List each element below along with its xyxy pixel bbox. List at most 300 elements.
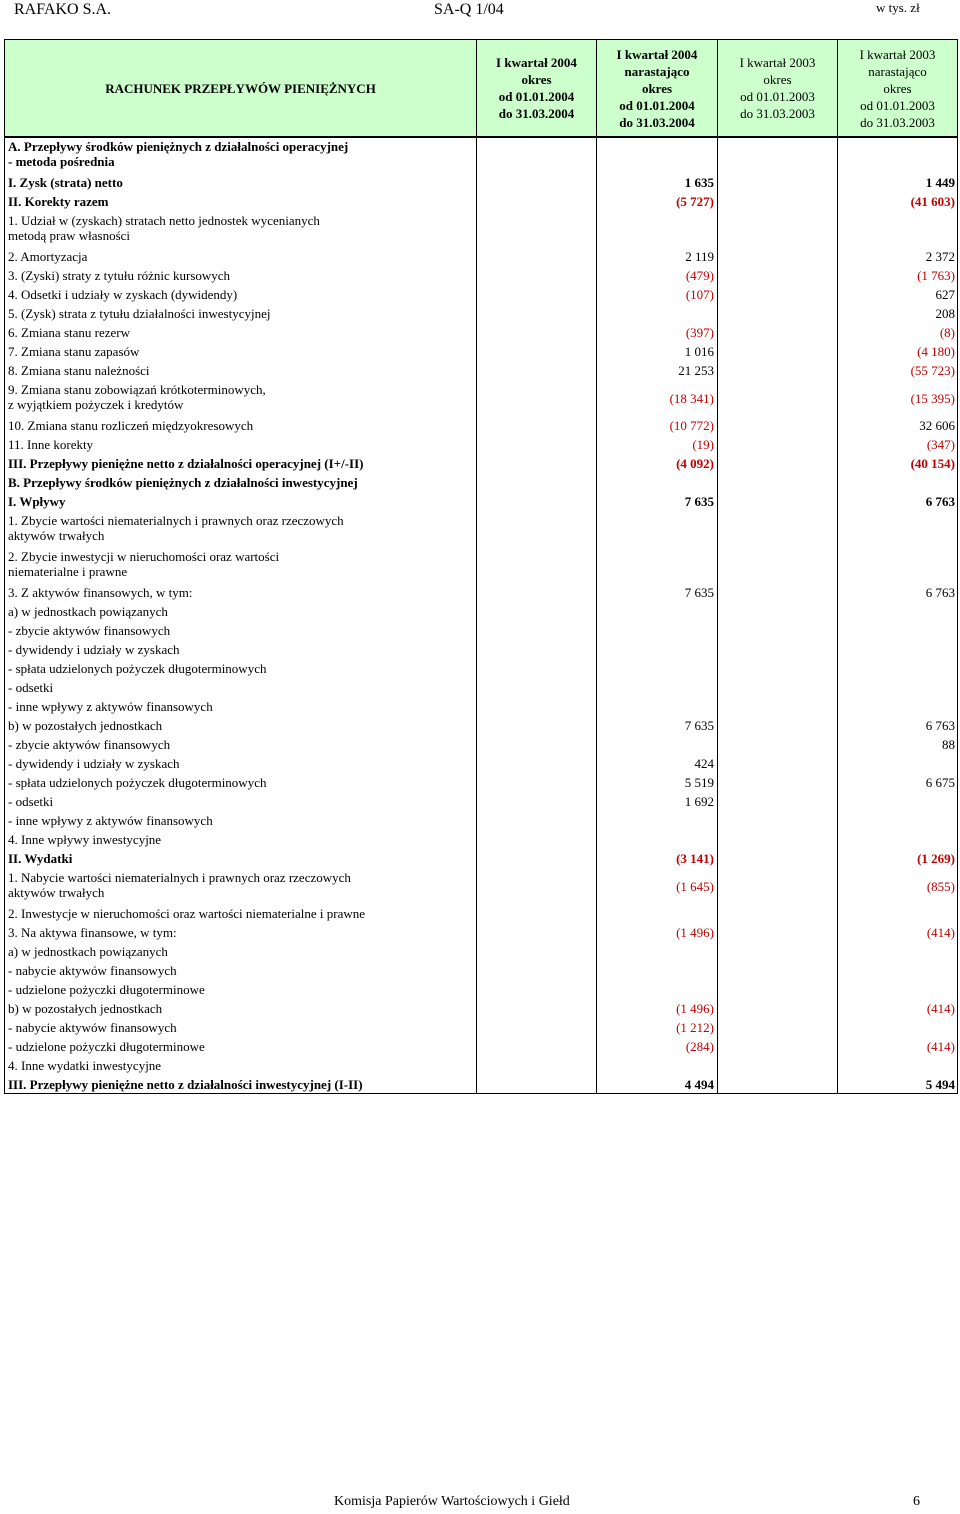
value-cell-c1 (476, 211, 596, 247)
value-cell-c3 (717, 492, 837, 511)
value-cell-c4 (837, 137, 958, 173)
table-row (4, 547, 958, 583)
value-cell-c2 (596, 942, 717, 961)
table-row (4, 849, 958, 868)
table-row (4, 492, 958, 511)
value-cell-c3 (717, 961, 837, 980)
value-cell-c3 (717, 173, 837, 192)
value-cell-c2: (4 092) (676, 456, 714, 471)
col-header-line: do 31.03.2004 (619, 114, 695, 130)
value-cell-c3 (717, 416, 837, 435)
value-cell-c2: 1 016 (684, 344, 714, 359)
value-cell-c1 (476, 999, 596, 1018)
value-cell-c4 (837, 830, 958, 849)
value-cell-c1 (476, 380, 596, 416)
value-cell-c4 (837, 904, 958, 923)
row-label: a) w jednostkach powiązanych (8, 604, 168, 619)
value-cell-c4: (855) (926, 878, 955, 894)
value-cell-c3 (717, 868, 837, 904)
value-cell-c4: (40 154) (910, 456, 955, 471)
row-label: I. Wpływy (8, 494, 66, 509)
value-cell-c4 (837, 640, 958, 659)
value-cell-c1 (476, 416, 596, 435)
value-cell-c2 (596, 659, 717, 678)
col-header-line: okres (521, 72, 552, 87)
row-label: b) w pozostałych jednostkach (8, 718, 163, 733)
row-label: - nabycie aktywów finansowych (8, 963, 177, 978)
value-cell-c3 (717, 435, 837, 454)
table-row (4, 361, 958, 380)
value-cell-c2 (596, 511, 717, 547)
value-cell-c4 (837, 1056, 958, 1075)
value-cell-c3 (717, 830, 837, 849)
row-label: 2. Zbycie inwestycji w nieruchomości oraz wartości niematerialne i prawne (8, 549, 280, 579)
row-label: - odsetki (8, 680, 54, 695)
value-cell-c3 (717, 999, 837, 1018)
row-label: I. Zysk (strata) netto (8, 175, 123, 190)
value-cell-c4 (837, 697, 958, 716)
row-label: 11. Inne korekty (8, 437, 94, 452)
value-cell-c4: 6 763 (925, 718, 955, 733)
value-cell-c2: 1 635 (684, 175, 714, 190)
value-cell-c4: (41 603) (910, 194, 955, 209)
table-row (4, 980, 958, 999)
row-label: 1. Nabycie wartości niematerialnych i prawnych oraz rzeczowych aktywów trwałych (8, 870, 351, 900)
col-header-line: I kwartał 2004 (616, 46, 698, 62)
value-cell-c3 (717, 1075, 837, 1094)
value-cell-c3 (717, 942, 837, 961)
value-cell-c3 (717, 792, 837, 811)
value-cell-c2 (596, 980, 717, 999)
value-cell-c4: (414) (926, 1039, 955, 1054)
value-cell-c3 (717, 380, 837, 416)
value-cell-c2: 7 635 (684, 494, 714, 509)
value-cell-c1 (476, 266, 596, 285)
value-cell-c2: 21 253 (678, 363, 714, 378)
value-cell-c2: 7 635 (684, 718, 714, 733)
value-cell-c4: (55 723) (910, 363, 955, 378)
value-cell-c4: 6 763 (925, 585, 955, 600)
table-row (4, 961, 958, 980)
col-header-line: od 01.01.2003 (860, 97, 935, 113)
value-cell-c3 (717, 602, 837, 621)
row-label: - udzielone pożyczki długoterminowe (8, 982, 205, 997)
row-label: - nabycie aktywów finansowych (8, 1020, 177, 1035)
table-row (4, 1056, 958, 1075)
row-label: 3. Na aktywa finansowe, w tym: (8, 925, 177, 940)
table-row (4, 942, 958, 961)
table-row (4, 716, 958, 735)
table-row (4, 454, 958, 473)
value-cell-c3 (717, 192, 837, 211)
value-cell-c2: (1 645) (676, 878, 714, 894)
row-label: - odsetki (8, 794, 54, 809)
col-header-line: narastająco (868, 63, 927, 79)
row-label: II. Korekty razem (8, 194, 109, 209)
value-cell-c2 (596, 547, 717, 583)
value-cell-c3 (717, 1037, 837, 1056)
value-cell-c1 (476, 492, 596, 511)
table-row (4, 1037, 958, 1056)
value-cell-c2: (479) (685, 268, 714, 283)
row-label: - spłata udzielonych pożyczek długoterminowych (8, 661, 267, 676)
value-cell-c1 (476, 192, 596, 211)
value-cell-c2 (596, 640, 717, 659)
value-cell-c4 (837, 511, 958, 547)
value-cell-c4: (347) (926, 437, 955, 452)
row-label: III. Przepływy pieniężne netto z działalności inwestycyjnej (I-II) (8, 1077, 363, 1092)
row-label: A. Przepływy środków pieniężnych z działalności operacyjnej - metoda pośrednia (8, 139, 349, 169)
value-cell-c1 (476, 621, 596, 640)
row-label: B. Przepływy środków pieniężnych z działalności inwestycyjnej (8, 475, 358, 490)
value-cell-c4: (414) (926, 925, 955, 940)
value-cell-c3 (717, 980, 837, 999)
value-cell-c1 (476, 923, 596, 942)
row-label: 7. Zmiana stanu zapasów (8, 344, 140, 359)
value-cell-c1 (476, 754, 596, 773)
table-row (4, 380, 958, 416)
value-cell-c1 (476, 1018, 596, 1037)
row-label: - dywidendy i udziały w zyskach (8, 642, 180, 657)
value-cell-c4: 6 763 (925, 494, 955, 509)
value-cell-c3 (717, 342, 837, 361)
table-row (4, 416, 958, 435)
table-row (4, 266, 958, 285)
table-row (4, 211, 958, 247)
value-cell-c2 (596, 1056, 717, 1075)
value-cell-c4: 32 606 (919, 418, 955, 433)
table-row (4, 1075, 958, 1094)
value-cell-c1 (476, 1037, 596, 1056)
value-cell-c2: (1 496) (676, 925, 714, 940)
value-cell-c1 (476, 904, 596, 923)
column-divider (717, 137, 718, 1094)
value-cell-c4: (1 269) (917, 851, 955, 866)
table-row (4, 678, 958, 697)
table-row (4, 904, 958, 923)
value-cell-c3 (717, 923, 837, 942)
value-cell-c3 (717, 773, 837, 792)
table-row (4, 659, 958, 678)
table-title-cell (4, 39, 477, 137)
value-cell-c2: (1 496) (676, 1001, 714, 1016)
value-cell-c3 (717, 323, 837, 342)
value-cell-c3 (717, 659, 837, 678)
value-cell-c4 (837, 547, 958, 583)
table-title: RACHUNEK PRZEPŁYWÓW PIENIĘŻNYCH (105, 80, 376, 96)
table-row (4, 435, 958, 454)
row-label: - spłata udzielonych pożyczek długoterminowych (8, 775, 267, 790)
table-row (4, 583, 958, 602)
value-cell-c2: (107) (685, 287, 714, 302)
value-cell-c2 (596, 211, 717, 247)
value-cell-c4 (837, 473, 958, 492)
company-name: RAFAKO S.A. (14, 1, 112, 18)
table-row (4, 192, 958, 211)
value-cell-c2 (596, 602, 717, 621)
value-cell-c2: 4 494 (684, 1077, 714, 1092)
row-label: 10. Zmiana stanu rozliczeń międzyokresowych (8, 418, 254, 433)
value-cell-c4: (1 763) (917, 268, 955, 283)
value-cell-c1 (476, 868, 596, 904)
value-cell-c4: 6 675 (925, 775, 955, 790)
value-cell-c4 (837, 961, 958, 980)
cash-flow-table (4, 137, 958, 1094)
value-cell-c2 (596, 904, 717, 923)
value-cell-c3 (717, 583, 837, 602)
value-cell-c4 (837, 659, 958, 678)
table-row (4, 640, 958, 659)
value-cell-c2: 1 692 (684, 794, 714, 809)
col-header-line: I kwartał 2003 (739, 55, 816, 70)
row-label: III. Przepływy pieniężne netto z działalności operacyjnej (I+/-II) (8, 456, 364, 471)
table-row (4, 137, 958, 173)
column-header-q1-2004-cumulative (596, 39, 718, 137)
value-cell-c3 (717, 454, 837, 473)
row-label: 3. (Zyski) straty z tytułu różnic kursowych (8, 268, 231, 283)
value-cell-c4: 208 (935, 306, 955, 321)
col-header-line: okres (883, 80, 912, 96)
col-header-line: I kwartał 2003 (859, 46, 936, 62)
value-cell-c1 (476, 323, 596, 342)
table-row (4, 773, 958, 792)
value-cell-c2: 7 635 (684, 585, 714, 600)
value-cell-c3 (717, 735, 837, 754)
table-row (4, 602, 958, 621)
value-cell-c3 (717, 473, 837, 492)
col-header-line: do 31.03.2003 (860, 114, 935, 130)
row-label: 4. Inne wydatki inwestycyjne (8, 1058, 162, 1073)
value-cell-c4 (837, 211, 958, 247)
value-cell-c1 (476, 659, 596, 678)
value-cell-c3 (717, 621, 837, 640)
col-header-line: narastająco (624, 63, 690, 79)
value-cell-c1 (476, 830, 596, 849)
value-cell-c2: 424 (694, 756, 714, 771)
value-cell-c3 (717, 678, 837, 697)
col-header-line: od 01.01.2004 (619, 97, 695, 113)
col-header-line: do 31.03.2004 (498, 106, 575, 121)
col-header-line: od 01.01.2004 (498, 89, 575, 104)
value-cell-c4: 5 494 (925, 1077, 955, 1092)
value-cell-c4 (837, 942, 958, 961)
value-cell-c1 (476, 773, 596, 792)
row-label: 3. Z aktywów finansowych, w tym: (8, 585, 193, 600)
value-cell-c1 (476, 942, 596, 961)
value-cell-c3 (717, 285, 837, 304)
page-number: 6 (913, 1494, 920, 1509)
table-row (4, 697, 958, 716)
value-cell-c3 (717, 640, 837, 659)
value-cell-c1 (476, 980, 596, 999)
value-cell-c2: (19) (692, 437, 714, 452)
row-label: 2. Inwestycje w nieruchomości oraz wartości niematerialne i prawne (8, 906, 365, 921)
value-cell-c2 (596, 735, 717, 754)
column-divider (596, 137, 597, 1094)
table-row (4, 830, 958, 849)
table-row (4, 473, 958, 492)
value-cell-c4 (837, 754, 958, 773)
value-cell-c2: 5 519 (684, 775, 714, 790)
table-row (4, 511, 958, 547)
value-cell-c4: 88 (942, 737, 955, 752)
column-header-q1-2003 (717, 39, 838, 137)
row-label: 9. Zmiana stanu zobowiązań krótkoterminowych, z wyjątkiem pożyczek i kredytów (8, 382, 266, 412)
table-row (4, 323, 958, 342)
value-cell-c1 (476, 735, 596, 754)
table-row (4, 811, 958, 830)
value-cell-c4 (837, 792, 958, 811)
table-row (4, 304, 958, 323)
value-cell-c4: 2 372 (925, 249, 955, 264)
value-cell-c2: (18 341) (669, 390, 714, 406)
value-cell-c4 (837, 621, 958, 640)
table-row (4, 173, 958, 192)
value-cell-c3 (717, 137, 837, 173)
value-cell-c1 (476, 811, 596, 830)
table-row (4, 868, 958, 904)
value-cell-c3 (717, 266, 837, 285)
col-header-line: od 01.01.2003 (740, 89, 815, 104)
value-cell-c3 (717, 716, 837, 735)
row-label: - udzielone pożyczki długoterminowe (8, 1039, 205, 1054)
table-row (4, 285, 958, 304)
row-label: - dywidendy i udziały w zyskach (8, 756, 180, 771)
table-row (4, 923, 958, 942)
value-cell-c1 (476, 678, 596, 697)
col-header-line: I kwartał 2004 (496, 55, 577, 70)
value-cell-c4 (837, 980, 958, 999)
value-cell-c3 (717, 1018, 837, 1037)
column-header-q1-2004 (476, 39, 597, 137)
column-divider (837, 137, 838, 1094)
value-cell-c2: (10 772) (669, 418, 714, 433)
value-cell-c4 (837, 602, 958, 621)
row-label: 4. Inne wpływy inwestycyjne (8, 832, 162, 847)
value-cell-c2 (596, 621, 717, 640)
value-cell-c4: 1 449 (925, 175, 955, 190)
value-cell-c1 (476, 697, 596, 716)
value-cell-c1 (476, 602, 596, 621)
value-cell-c2: (1 212) (676, 1020, 714, 1035)
value-cell-c3 (717, 754, 837, 773)
value-cell-c2 (596, 137, 717, 173)
row-label: 2. Amortyzacja (8, 249, 88, 264)
row-label: 8. Zmiana stanu należności (8, 363, 150, 378)
column-divider (476, 137, 477, 1094)
row-label: b) w pozostałych jednostkach (8, 1001, 163, 1016)
value-cell-c1 (476, 583, 596, 602)
value-cell-c2 (596, 473, 717, 492)
value-cell-c3 (717, 211, 837, 247)
value-cell-c1 (476, 454, 596, 473)
row-label: 6. Zmiana stanu rezerw (8, 325, 131, 340)
table-row (4, 1018, 958, 1037)
table-row (4, 621, 958, 640)
value-cell-c4: (4 180) (917, 344, 955, 359)
value-cell-c1 (476, 849, 596, 868)
value-cell-c3 (717, 511, 837, 547)
value-cell-c1 (476, 137, 596, 173)
value-cell-c1 (476, 304, 596, 323)
value-cell-c3 (717, 811, 837, 830)
value-cell-c1 (476, 361, 596, 380)
column-header-q1-2003-cumulative (837, 39, 958, 137)
value-cell-c3 (717, 304, 837, 323)
value-cell-c1 (476, 1056, 596, 1075)
value-cell-c2: (3 141) (676, 851, 714, 866)
table-row (4, 735, 958, 754)
value-cell-c1 (476, 247, 596, 266)
value-cell-c1 (476, 716, 596, 735)
row-label: 5. (Zysk) strata z tytułu działalności inwestycyjnej (8, 306, 271, 321)
value-cell-c3 (717, 904, 837, 923)
row-label: 1. Udział w (zyskach) stratach netto jednostek wycenianych metodą praw własności (8, 213, 320, 243)
value-cell-c1 (476, 961, 596, 980)
value-cell-c3 (717, 1056, 837, 1075)
value-cell-c4: (8) (939, 325, 955, 340)
table-row (4, 247, 958, 266)
value-cell-c2: (284) (685, 1039, 714, 1054)
value-cell-c1 (476, 342, 596, 361)
value-cell-c4 (837, 1018, 958, 1037)
value-cell-c1 (476, 511, 596, 547)
value-cell-c1 (476, 285, 596, 304)
value-cell-c4: (414) (926, 1001, 955, 1016)
footer-publisher: Komisja Papierów Wartościowych i Giełd (334, 1494, 570, 1509)
value-cell-c2: (397) (685, 325, 714, 340)
report-code: SA-Q 1/04 (434, 1, 504, 18)
value-cell-c1 (476, 792, 596, 811)
value-cell-c4: 627 (935, 287, 955, 302)
value-cell-c3 (717, 849, 837, 868)
value-cell-c2: 2 119 (685, 249, 714, 264)
value-cell-c2: (5 727) (676, 194, 714, 209)
value-cell-c4 (837, 811, 958, 830)
value-cell-c1 (476, 640, 596, 659)
value-cell-c1 (476, 473, 596, 492)
row-label: - inne wpływy z aktywów finansowych (8, 813, 213, 828)
row-label: - zbycie aktywów finansowych (8, 623, 171, 638)
value-cell-c2 (596, 811, 717, 830)
value-cell-c2 (596, 304, 717, 323)
table-row (4, 342, 958, 361)
value-cell-c3 (717, 547, 837, 583)
value-cell-c3 (717, 361, 837, 380)
value-cell-c1 (476, 547, 596, 583)
value-cell-c4 (837, 678, 958, 697)
value-cell-c3 (717, 247, 837, 266)
row-label: - zbycie aktywów finansowych (8, 737, 171, 752)
row-label: a) w jednostkach powiązanych (8, 944, 168, 959)
value-cell-c2 (596, 961, 717, 980)
value-cell-c1 (476, 173, 596, 192)
table-row (4, 792, 958, 811)
value-cell-c1 (476, 1075, 596, 1094)
row-label: 1. Zbycie wartości niematerialnych i prawnych oraz rzeczowych aktywów trwałych (8, 513, 344, 543)
value-cell-c1 (476, 435, 596, 454)
value-cell-c4: (15 395) (910, 390, 955, 406)
col-header-line: do 31.03.2003 (740, 106, 815, 121)
col-header-line: okres (763, 72, 792, 87)
table-row (4, 754, 958, 773)
value-cell-c2 (596, 697, 717, 716)
row-label: 4. Odsetki i udziały w zyskach (dywidendy) (8, 287, 238, 302)
col-header-line: okres (641, 80, 673, 96)
value-cell-c2 (596, 830, 717, 849)
row-label: II. Wydatki (8, 851, 73, 866)
units-label: w tys. zł (876, 0, 920, 15)
